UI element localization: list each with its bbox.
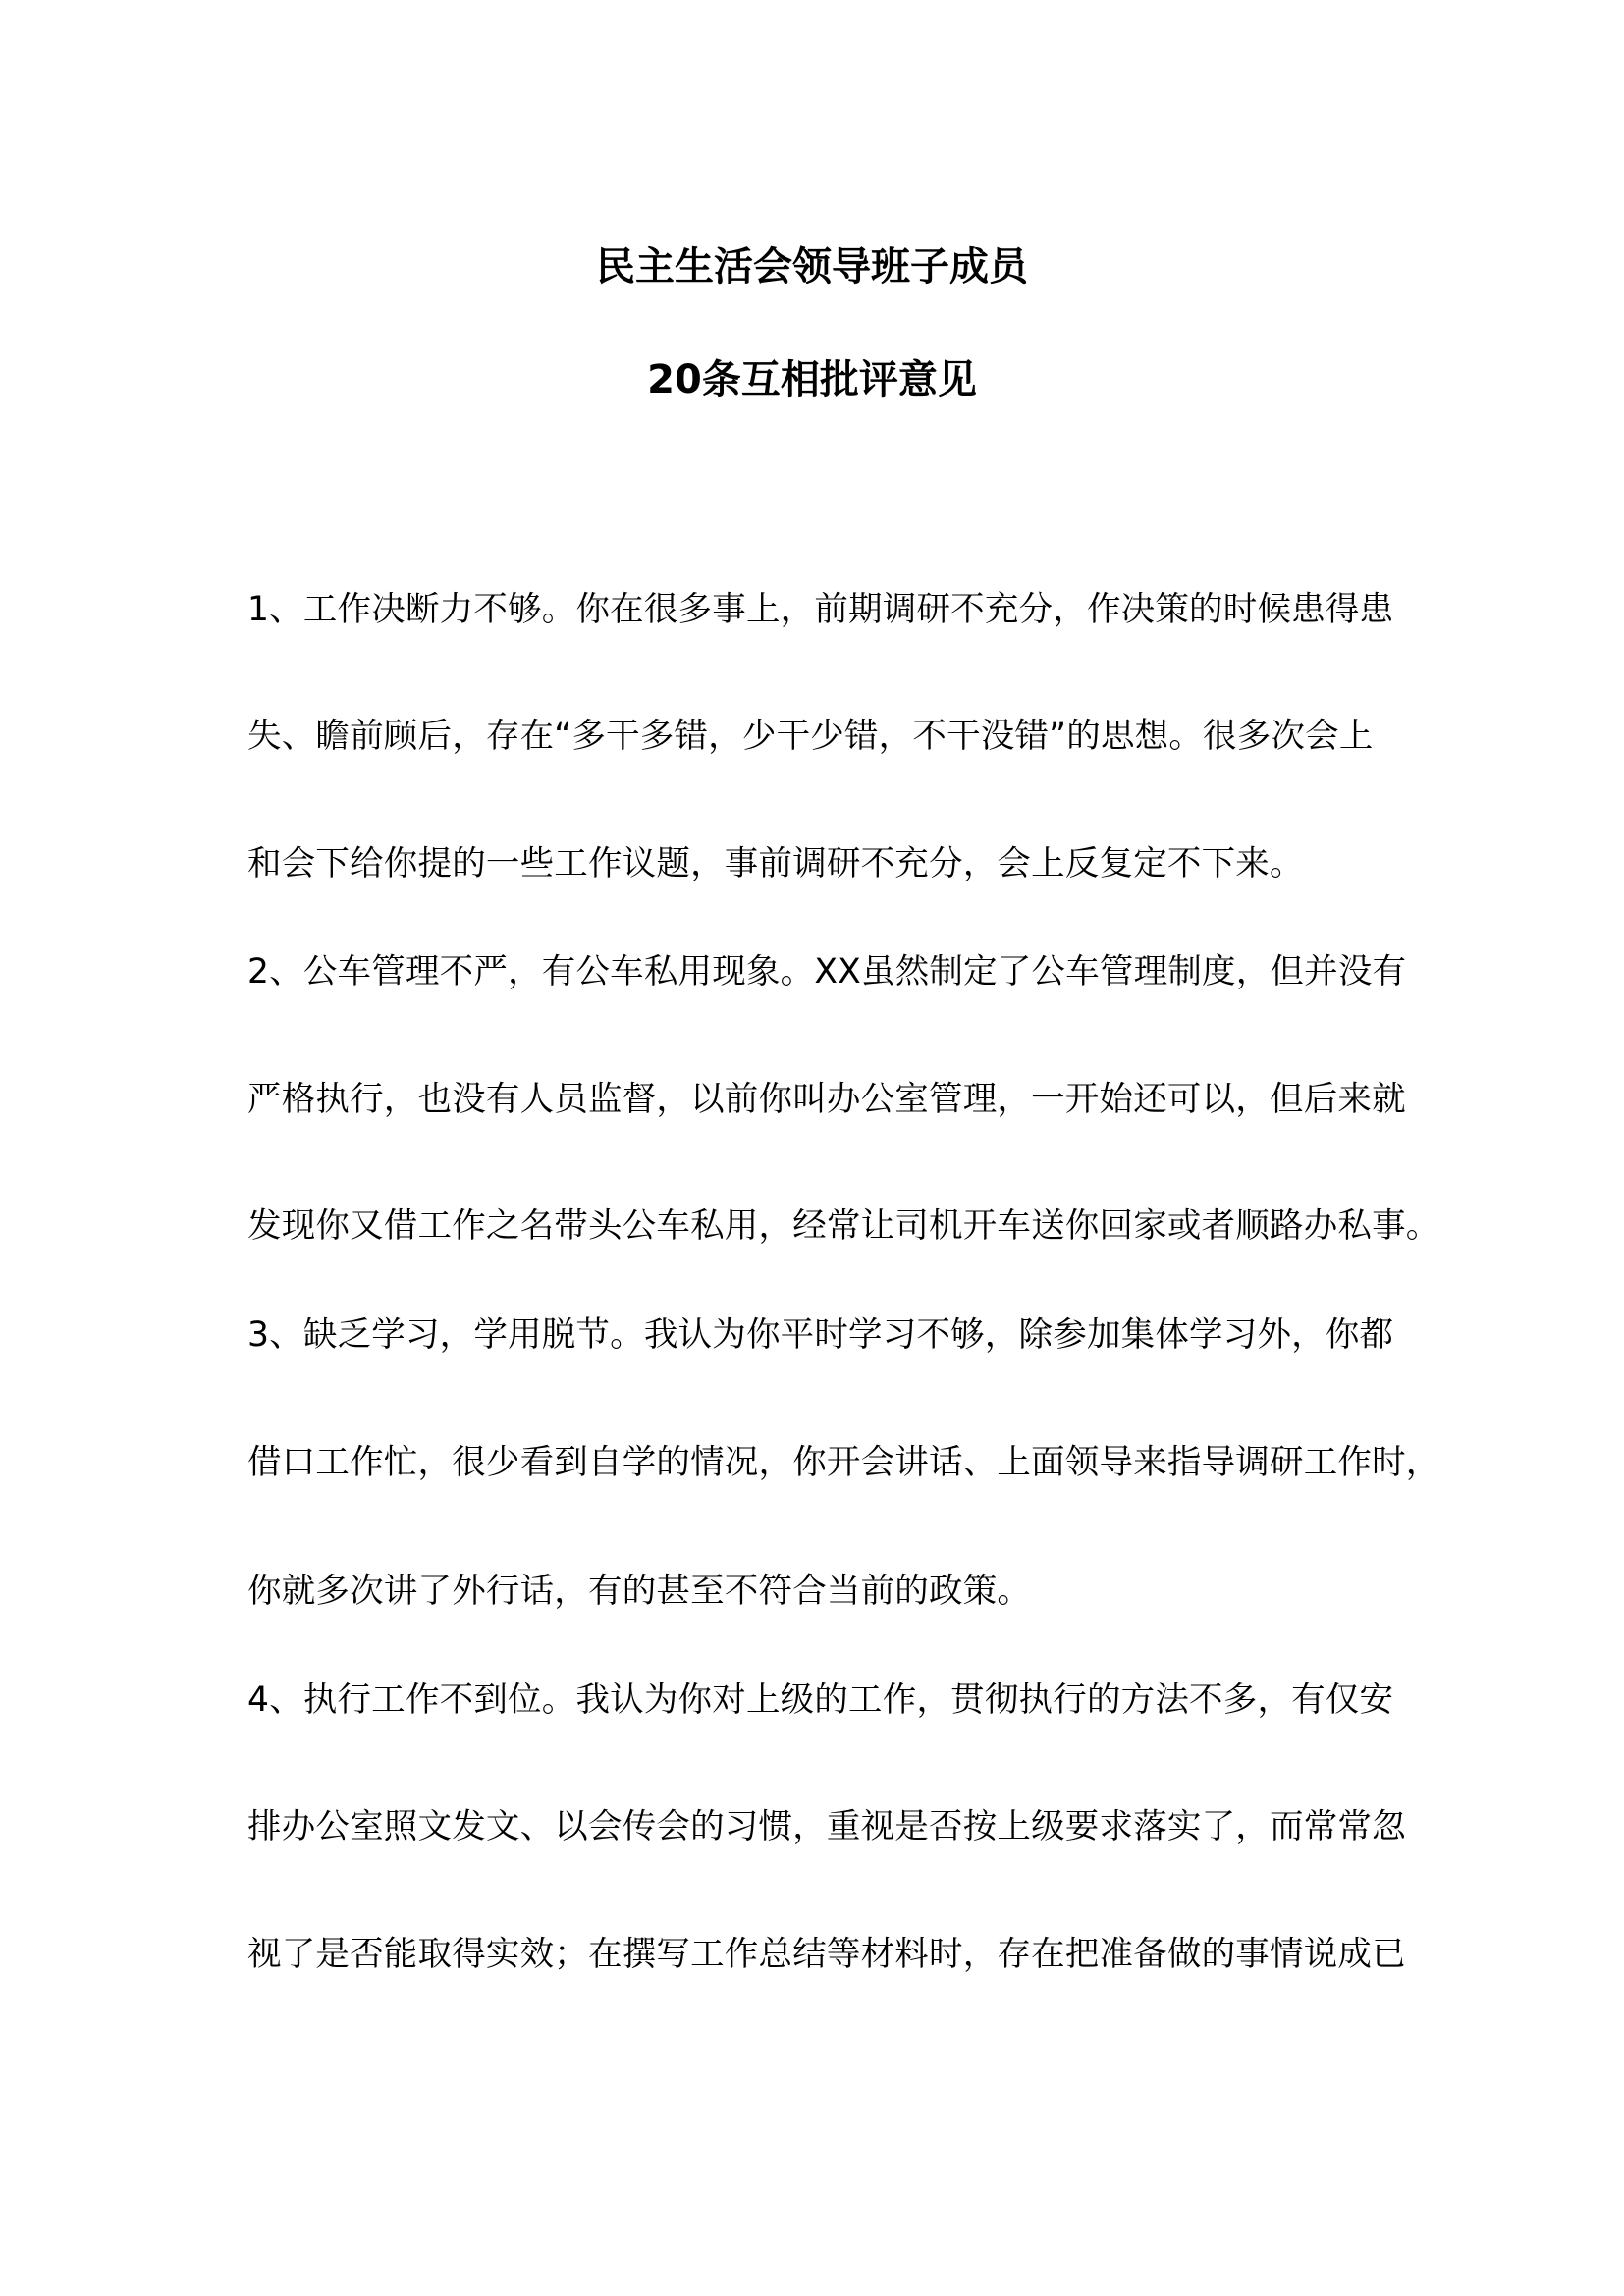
body-line: 发现你又借工作之名带头公车私用，经常让司机开车送你回家或者顺路办私事。 [247, 1206, 1440, 1246]
body-line: 1、工作决断力不够。你在很多事上，前期调研不充分，作决策的时候患得患 [247, 590, 1394, 629]
body-line: 严格执行，也没有人员监督，以前你叫办公室管理，一开始还可以，但后来就 [247, 1080, 1406, 1119]
document-title-line-2: 20条互相批评意见 [647, 357, 977, 402]
body-line: 2、公车管理不严，有公车私用现象。XX虽然制定了公车管理制度，但并没有 [247, 952, 1407, 991]
body-line: 借口工作忙，很少看到自学的情况，你开会讲话、上面领导来指导调研工作时， [247, 1443, 1440, 1482]
document-title-line-1: 民主生活会领导班子成员 [596, 244, 1028, 290]
body-line: 视了是否能取得实效；在撰写工作总结等材料时，存在把准备做的事情说成已 [247, 1935, 1406, 1974]
body-line: 排办公室照文发文、以会传会的习惯，重视是否按上级要求落实了，而常常忽 [247, 1807, 1406, 1846]
body-line: 3、缺乏学习，学用脱节。我认为你平时学习不够，除参加集体学习外，你都 [247, 1315, 1394, 1355]
body-line: 4、执行工作不到位。我认为你对上级的工作，贯彻执行的方法不多，有仅安 [247, 1681, 1394, 1720]
body-line: 和会下给你提的一些工作议题，事前调研不充分，会上反复定不下来。 [247, 844, 1304, 883]
body-line: 你就多次讲了外行话，有的甚至不符合当前的政策。 [247, 1572, 1032, 1611]
body-line: 失、瞻前顾后，存在“多干多错，少干少错，不干没错”的思想。很多次会上 [247, 717, 1374, 756]
